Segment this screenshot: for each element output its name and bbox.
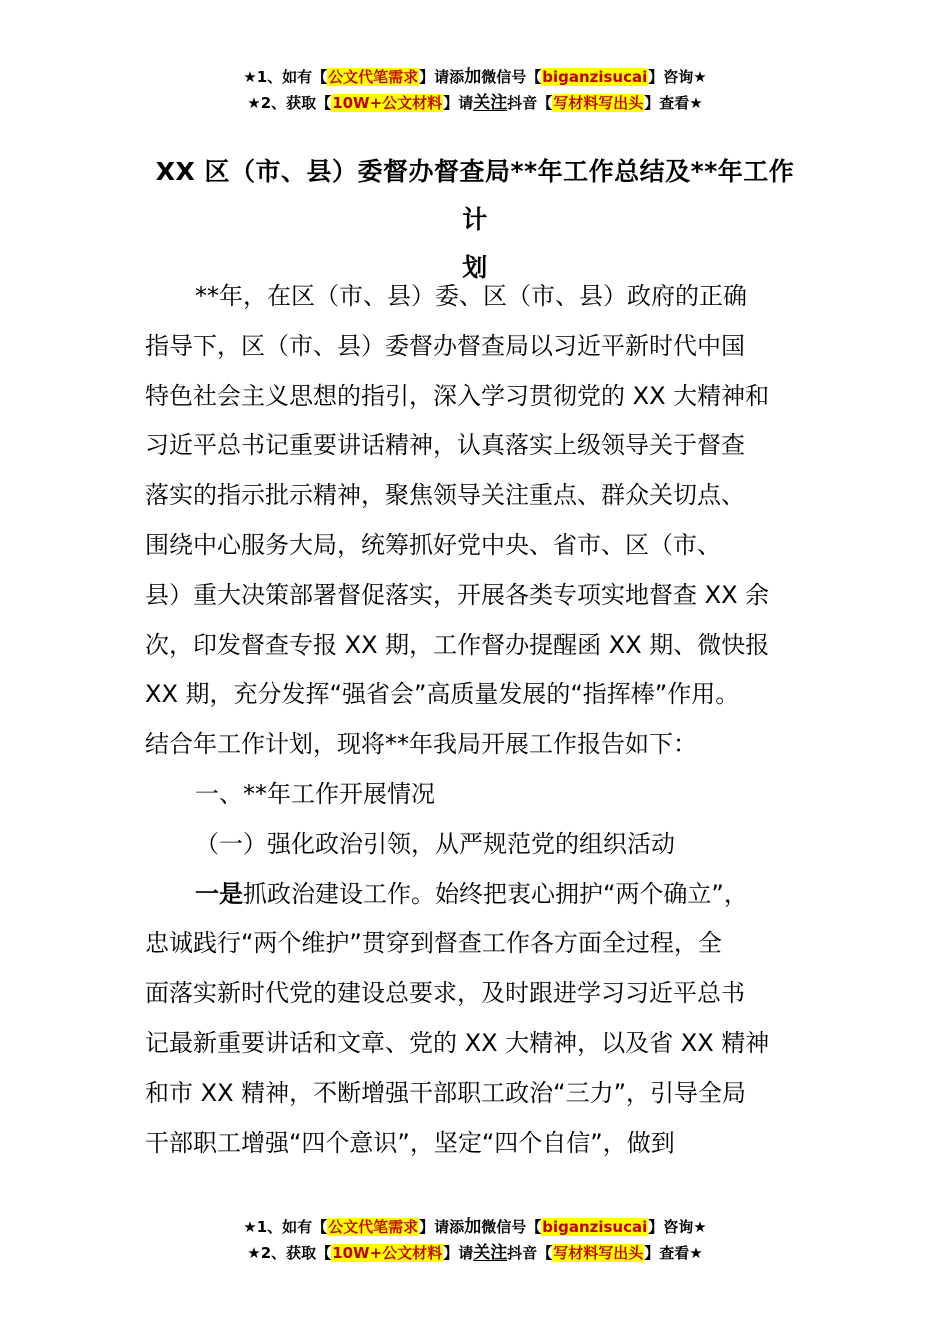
banner-text: 抖音【 [507, 1244, 553, 1262]
document-title [145, 148, 805, 292]
highlight-douyin: 写材料写出头 [553, 94, 644, 112]
footer-banner-line-1 [0, 1214, 950, 1240]
paragraph-line [145, 870, 815, 920]
banner-text: ★2、获取【 [247, 94, 332, 112]
banner-text: 】查看★ [644, 94, 703, 112]
footer-banner [0, 1214, 950, 1266]
paragraph-line: 记最新重要讲话和文章、党的 XX 大精神，以及省 XX 精神 [145, 1028, 770, 1057]
paragraph-line: **年，在区（市、县）委、区（市、县）政府的正确 [195, 282, 747, 310]
paragraph-line: 特色社会主义思想的指引，深入学习贯彻党的 XX 大精神和 [145, 381, 770, 410]
paragraph-line: 忠诚践行“两个维护”贯穿到督查工作各方面全过程，全 [145, 929, 722, 958]
paragraph-line: 县）重大决策部署督促落实，开展各类专项实地督查 XX 余 [145, 580, 770, 609]
paragraph-line: 落实的指示批示精神，聚焦领导关注重点、群众关切点、 [145, 481, 745, 510]
paragraph-text: 抓政治建设工作。始终把衷心拥护“两个确立”， [243, 879, 748, 908]
banner-text: 】请添 [419, 1218, 465, 1236]
header-banner-line-1 [0, 64, 950, 90]
banner-text: 】请 [443, 94, 474, 112]
highlight-service: 公文代笔需求 [328, 1218, 419, 1236]
highlight-douyin: 写材料写出头 [553, 1244, 644, 1262]
paragraph-line: XX 期，充分发挥“强省会”高质量发展的“指挥棒”作用。 [145, 680, 740, 709]
banner-text: 抖音【 [507, 94, 553, 112]
paragraph-line: 面落实新时代党的建设总要求，及时跟进学习习近平总书 [145, 979, 745, 1008]
paragraph-2 [145, 870, 815, 1169]
paragraph-line: 结合年工作计划，现将**年我局开展工作报告如下： [145, 730, 697, 759]
banner-emphasis: 关注 [473, 93, 508, 113]
banner-emphasis: 关注 [473, 1243, 508, 1263]
section-heading: 一、**年工作开展情况 [195, 779, 435, 808]
paragraph-line: 干部职工增强“四个意识”，坚定“四个自信”，做到 [145, 1128, 675, 1157]
paragraph-lead: 一是 [195, 879, 243, 908]
paragraph-line: 次，印发督查专报 XX 期，工作督办提醒函 XX 期、微快报 [145, 630, 770, 659]
banner-text: 】请添 [419, 68, 465, 86]
banner-text: 】查看★ [644, 1244, 703, 1262]
header-banner [0, 64, 950, 116]
highlight-wechat-id: biganzisucai [542, 1218, 648, 1236]
banner-text: 微信号【 [481, 1218, 542, 1236]
banner-text: ★1、如有【 [243, 68, 328, 86]
header-banner-line-2 [0, 90, 950, 116]
highlight-materials: 10W+公文材料 [332, 1244, 443, 1262]
banner-text: 】咨询★ [648, 1218, 707, 1236]
highlight-service: 公文代笔需求 [328, 68, 419, 86]
title-line-1: XX 区（市、县）委督办督查局**年工作总结及**年工作计 [155, 157, 795, 234]
paragraph-line: 围绕中心服务大局，统筹抓好党中央、省市、区（市、 [145, 530, 721, 559]
banner-text: 】咨询★ [648, 68, 707, 86]
banner-text: 微信号【 [481, 68, 542, 86]
document-body [145, 272, 815, 1168]
subsection-heading: （一）强化政治引领，从严规范党的组织活动 [195, 829, 675, 858]
footer-banner-line-2 [0, 1240, 950, 1266]
banner-text: 】请 [443, 1244, 474, 1262]
title-line-2: 划 [462, 253, 488, 282]
banner-emphasis: 加 [464, 1217, 482, 1237]
banner-text: ★1、如有【 [243, 1218, 328, 1236]
banner-text: ★2、获取【 [247, 1244, 332, 1262]
paragraph-line: 和市 XX 精神，不断增强干部职工政治“三力”，引导全局 [145, 1078, 747, 1107]
banner-emphasis: 加 [464, 67, 482, 87]
paragraph-1 [145, 272, 815, 770]
paragraph-line: 习近平总书记重要讲话精神，认真落实上级领导关于督查 [145, 431, 745, 460]
highlight-wechat-id: biganzisucai [542, 68, 648, 86]
paragraph-line: 指导下，区（市、县）委督办督查局以习近平新时代中国 [145, 331, 745, 360]
highlight-materials: 10W+公文材料 [332, 94, 443, 112]
